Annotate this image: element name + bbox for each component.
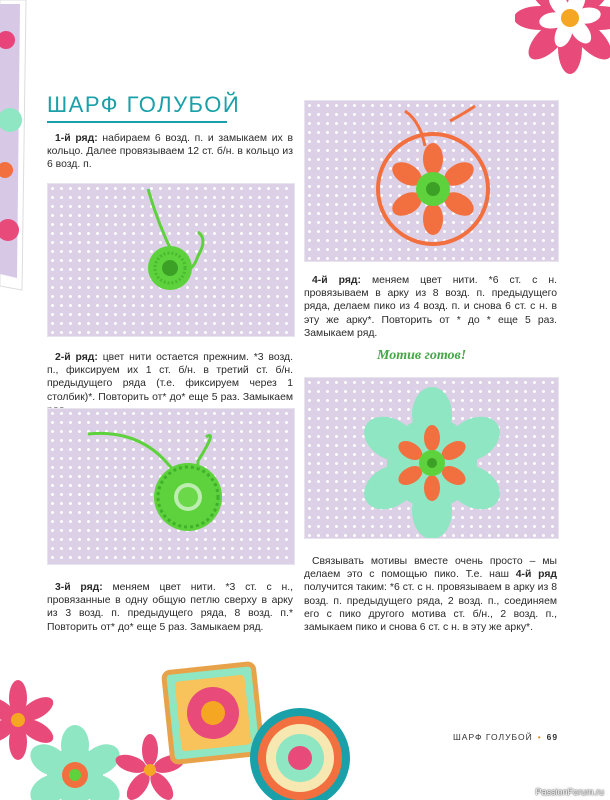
crochet-ring-row-2 <box>48 409 294 564</box>
joining-text: получится таким: *6 ст. с н. провязываем в арку из 8 возд. п. предыдущего ряда, 2 возд. п., соединяем его с пико другого мотива ст. б/н., 2 возд. п., замыкаем пико и снова 6 ст. с н. в эту же арку*. <box>304 582 557 634</box>
title-underline <box>47 121 227 123</box>
row-3-text: меняем цвет нити. *3 ст. с н., провязанные в одну общую петлю сверху в арку из 3 возд. п. предыдущего ряда, 8 возд. п.* Повторить от* до* еще 5 раз. Замыкаем ряд. <box>47 582 293 633</box>
row-4-text: меняем цвет нити. *6 ст. с н. провязываем в арку из 8 возд. п. предыдущего ряда, делаем пико из 4 возд. п. и снова 6 ст. с н. в эту же арку*. Повторить от * до * еще 5 раз. Замыкаем ряд. <box>304 275 557 339</box>
row-1-text: набираем 6 возд. п. и замыкаем их в кольцо. Далее провязываем 12 ст. б/н. в кольцо из 6 возд. п. <box>47 133 293 171</box>
crochet-motif-row-3 <box>305 101 558 261</box>
photo-row-1 <box>47 183 295 337</box>
crochet-ring-row-1 <box>48 184 294 336</box>
row-1-instructions <box>47 132 293 172</box>
row-4-label: 4-й ряд: <box>312 275 361 286</box>
row-3-label: 3-й ряд: <box>55 582 103 593</box>
footer-title: ШАРФ ГОЛУБОЙ <box>453 732 533 742</box>
decorative-flower-top-right <box>515 0 610 85</box>
page-number: 69 <box>546 732 559 742</box>
page-footer <box>453 732 558 742</box>
row-2-label: 2-й ряд: <box>55 352 98 363</box>
photo-finished-motif <box>304 377 559 539</box>
photo-row-3 <box>304 100 559 262</box>
footer-separator-icon: • <box>537 732 542 742</box>
row-2-text: цвет нити остается прежним. *3 возд. п., фиксируем их 1 ст. б/н. в третий ст. б/н. предыдущего ряда (т.е. фиксируем через 1 столбик)*. Повторить от* до* еще 5 раз. Замыкаем <box>47 352 294 403</box>
row-3-instructions <box>47 581 293 634</box>
motif-ready-heading: Мотив готов! <box>377 348 467 363</box>
page-title: ШАРФ ГОЛУБОЙ <box>47 92 241 117</box>
crochet-motif-finished <box>305 378 558 538</box>
row-4-instructions <box>304 274 557 340</box>
watermark: PassionForum.ru <box>535 787 604 797</box>
joining-instructions <box>304 555 557 634</box>
photo-row-2 <box>47 408 295 565</box>
joining-intro: Связывать мотивы вместе очень просто – мы делаем это с помощью пико. Т.е. наш <box>304 556 557 581</box>
row-1-label: 1-й ряд: <box>55 133 98 144</box>
joining-label: 4-й ряд <box>515 569 557 581</box>
decorative-photo-top-left <box>0 0 40 300</box>
decorative-crochet-bottom <box>0 660 370 800</box>
